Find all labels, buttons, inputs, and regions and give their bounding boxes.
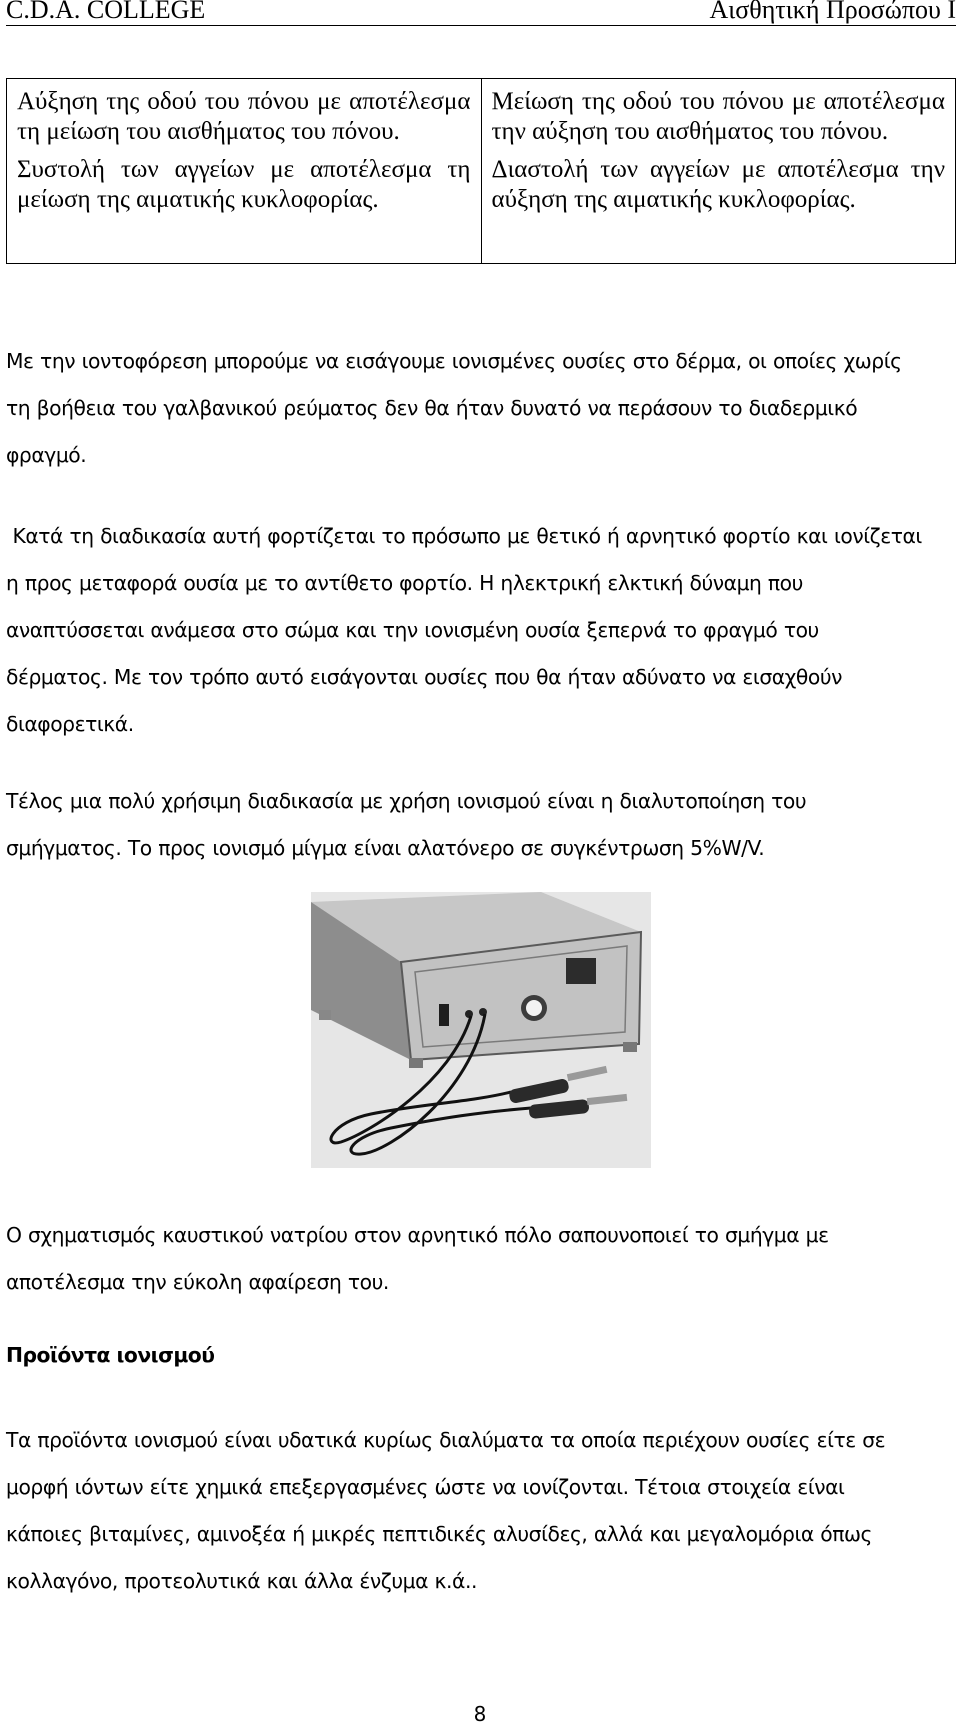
page-header <box>6 0 956 26</box>
text-line: Ο σχηματισμός καυστικού νατρίου στον αρνητικό πόλο σαπουνοποιεί το σμήγμα με <box>6 1223 829 1247</box>
iontophoresis-device-photo <box>311 892 651 1168</box>
text-line: Με την ιοντοφόρεση μπορούμε να εισάγουμε ιονισμένες ουσίες στο δέρμα, οι οποίες χωρίς <box>6 349 902 373</box>
header-college-name: C.D.A. COLLEGE <box>6 0 206 24</box>
text-line: σμήγματος. Το προς ιονισμό μίγμα είναι αλατόνερο σε συγκέντρωση 5%W/V. <box>6 836 765 860</box>
text-line: μορφή ιόντων είτε χημικά επεξεργασμένες ώστε να ιονίζονται. Τέτοια στοιχεία είναι <box>6 1475 845 1499</box>
text-line: Τέλος μια πολύ χρήσιμη διαδικασία με χρήση ιονισμού είναι η διαλυτοποίηση του <box>6 789 807 813</box>
table-cell-left <box>7 79 482 264</box>
paragraph-ionization-products <box>6 1417 956 1605</box>
paragraph-caustic-soda <box>6 1212 956 1306</box>
text-line: αποτέλεσμα την εύκολη αφαίρεση του. <box>6 1270 389 1294</box>
text-line: δέρματος. Με τον τρόπο αυτό εισάγονται ουσίες που θα ήταν αδύνατο να εισαχθούν <box>6 665 843 689</box>
paragraph-solubilization <box>6 778 956 872</box>
text-line: κάποιες βιταμίνες, αμινοξέα ή μικρές πεπτιδικές αλυσίδες, αλλά και μεγαλομόρια όπως <box>6 1522 872 1546</box>
text-line: αναπτύσσεται ανάμεσα στο σώμα και την ιονισμένη ουσία ξεπερνά το φραγμό του <box>6 618 819 642</box>
text-line: διαφορετικά. <box>6 712 134 736</box>
table-left-para-2: Συστολή των αγγείων με αποτέλεσμα τη μείωση της αιματικής κυκλοφορίας. <box>17 156 471 213</box>
text-line: φραγμό. <box>6 443 87 467</box>
text-line: Κατά τη διαδικασία αυτή φορτίζεται το πρόσωπο με θετικό ή αρνητικό φορτίο και ιονίζεται <box>6 524 922 548</box>
page-number: 8 <box>473 1702 487 1726</box>
table-row <box>7 79 956 264</box>
text-line: η προς μεταφορά ουσία με το αντίθετο φορτίο. Η ηλεκτρική ελκτική δύναμη που <box>6 571 803 595</box>
paragraph-iontophoresis <box>6 338 956 479</box>
section-heading: Προϊόντα ιονισμού <box>6 1343 215 1367</box>
table-right-para-2: Διαστολή των αγγείων με αποτέλεσμα την αύξηση της αιματικής κυκλοφορίας. <box>491 156 945 213</box>
table-cell-right <box>481 79 956 264</box>
text-line: τη βοήθεια του γαλβανικού ρεύματος δεν θα ήταν δυνατό να περάσουν το διαδερμικό <box>6 396 858 420</box>
table-left-para-1: Αύξηση της οδού του πόνου με αποτέλεσμα τη μείωση του αισθήματος του πόνου. <box>17 88 471 145</box>
table-right-para-1: Μείωση της οδού του πόνου με αποτέλεσμα την αύξηση του αισθήματος του πόνου. <box>491 88 945 145</box>
text-line: κολλαγόνο, προτεολυτικά και άλλα ένζυμα κ.ά.. <box>6 1569 477 1593</box>
paragraph-process <box>6 513 956 748</box>
comparison-table <box>6 78 956 264</box>
text-line: Τα προϊόντα ιονισμού είναι υδατικά κυρίως διαλύματα τα οποία περιέχουν ουσίες είτε σε <box>6 1428 886 1452</box>
header-course-title: Αισθητική Προσώπου Ι <box>709 0 956 24</box>
